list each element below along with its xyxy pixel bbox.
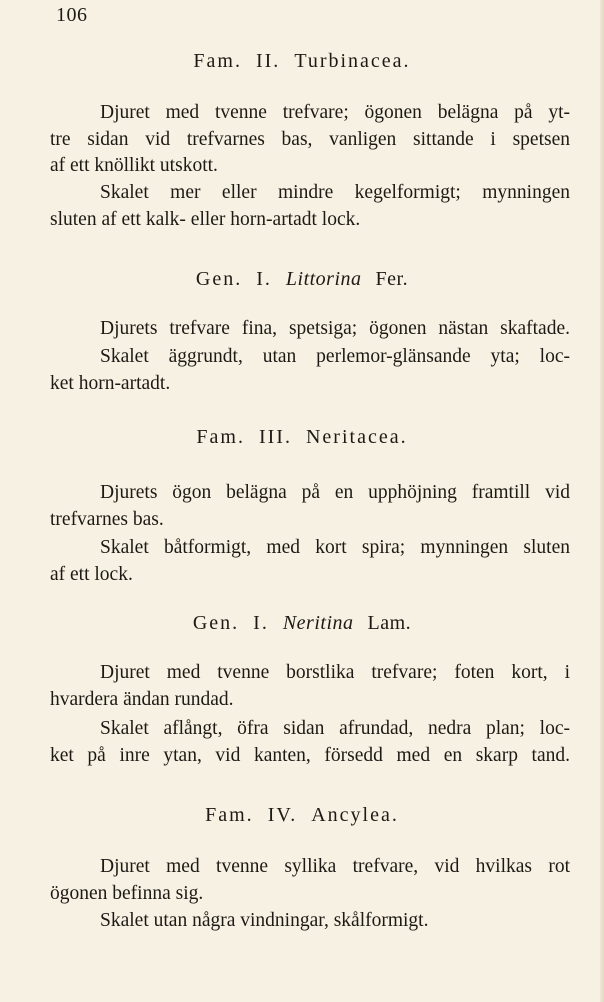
heading-fam-label: Fam. [196,426,245,448]
text-line: Djuret med tvenne borstlika trefvare; foten kort, i [100,662,570,683]
page-number: 106 [56,4,88,26]
paragraph-littorina-animal [50,316,570,343]
text-line: trefvarnes bas. [50,508,164,530]
text-line: ket horn-artadt. [50,372,171,394]
text-line: ögonen befinna sig. [50,882,204,904]
genus-heading-neritina [0,612,604,635]
paragraph-neritacea-animal [50,480,570,533]
paragraph-neritacea-shell [50,535,570,588]
family-heading-turbinacea [0,50,604,73]
paragraph-turbinacea-shell [50,180,570,233]
text-line: Skalet äggrundt, utan perlemor-glänsande yta; loc- [100,346,570,367]
text-line: Skalet båtformigt, med kort spira; mynningen sluten [100,537,570,558]
text-line: af ett lock. [50,563,133,585]
heading-number: III. [258,426,292,448]
heading-family-name: Neritacea. [305,426,408,448]
family-heading-neritacea [0,426,604,449]
page-edge [600,0,604,1002]
heading-gen-label: Gen. [195,268,243,290]
text-line: af ett knöllikt utskott. [50,155,218,176]
text-line: sluten af ett kalk- eller horn-artadt lock. [50,208,361,230]
text-line: Djurets trefvare fina, spetsiga; ögonen nästan skaftade. [100,318,570,339]
paragraph-ancylea-shell [50,908,570,935]
heading-number: I. [253,612,269,634]
text-line: ket på inre ytan, vid kanten, försedd med en skarp tand. [50,744,570,766]
heading-family-name: Ancylea. [311,804,399,826]
heading-number: I. [256,268,272,290]
paragraph-ancylea-animal [50,854,570,907]
heading-fam-label: Fam. [205,804,254,826]
paragraph-littorina-shell [50,344,570,397]
heading-author: Fer. [375,268,409,290]
heading-author: Lam. [367,612,412,634]
heading-genus-name: Neritina [282,612,354,634]
family-heading-ancylea [0,804,604,827]
paragraph-neritina-shell [50,716,570,769]
paragraph-neritina-animal [50,660,570,713]
text-line: Skalet mer eller mindre kegelformigt; mynningen [100,182,570,203]
text-line: hvardera ändan rundad. [50,688,234,710]
text-line: Skalet utan några vindningar, skålformigt. [100,910,429,931]
heading-genus-name: Littorina [285,268,362,290]
text-line: Djuret med tvenne trefvare; ögonen belägna på yt- [100,102,570,123]
heading-family-name: Turbinacea. [294,50,411,72]
text-line: Djurets ögon belägna på en upphöjning framtill vid [100,482,570,503]
text-line: Skalet aflångt, öfra sidan afrundad, nedra plan; loc- [100,718,570,739]
genus-heading-littorina [0,268,604,291]
heading-fam-label: Fam. [193,50,242,72]
text-line: Djuret med tvenne syllika trefvare, vid hvilkas rot [100,856,570,877]
text-line: tre sidan vid trefvarnes bas, vanligen sittande i spetsen [50,128,570,150]
paragraph-turbinacea-animal [50,100,570,180]
heading-gen-label: Gen. [192,612,240,634]
heading-number: IV. [267,804,298,826]
heading-number: II. [255,50,281,72]
